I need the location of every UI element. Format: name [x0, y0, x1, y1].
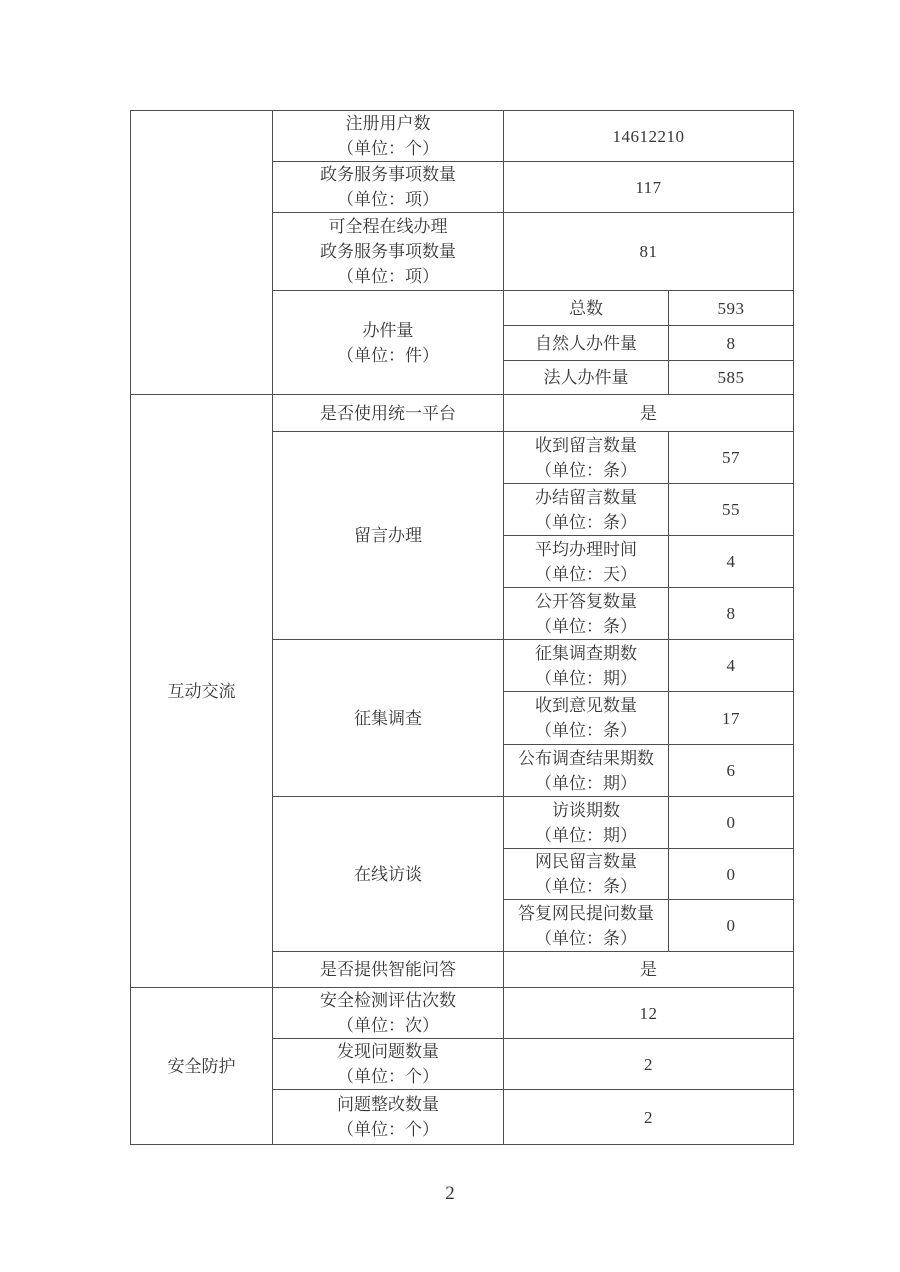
row-label: 访谈期数: [552, 800, 620, 820]
cell-registered-users-label: [273, 111, 504, 162]
cell-volume-legal-value: 585: [669, 361, 794, 395]
table-row: [131, 111, 794, 162]
report-table: [130, 110, 794, 1145]
row-unit: （单位：个）: [337, 1120, 439, 1139]
row-unit: （单位：条）: [535, 512, 637, 532]
cell-messages-avgtime-label: [504, 536, 669, 588]
group-label: 办件量: [362, 320, 414, 340]
row-unit: （单位：期）: [535, 668, 637, 688]
row-label: 平均办理时间: [535, 539, 637, 559]
cell-volume-natural-label: 自然人办件量: [504, 326, 669, 361]
cell-service-items-value: 117: [504, 162, 794, 213]
row-label: 政务服务事项数量: [320, 165, 456, 184]
row-label: 政务服务事项数量: [320, 242, 456, 261]
row-label: 可全程在线办理: [328, 217, 448, 236]
row-label: 答复网民提问数量: [518, 903, 654, 923]
cell-messages-group-label: 留言办理: [273, 432, 504, 640]
row-unit: （单位：条）: [535, 616, 637, 636]
cell-registered-users-value: 14612210: [504, 111, 794, 162]
cell-messages-avgtime-value: 4: [669, 536, 794, 588]
cell-service-items-label: [273, 162, 504, 213]
row-unit: （单位：项）: [337, 190, 439, 209]
row-unit: （单位：条）: [535, 928, 637, 948]
row-label: 网民留言数量: [535, 852, 637, 871]
row-unit: （单位：条）: [535, 877, 637, 896]
cell-security-checks-label: [273, 988, 504, 1039]
cell-interviews-replies-value: 0: [669, 900, 794, 952]
row-label: 公开答复数量: [535, 591, 637, 611]
cell-problems-fixed-value: 2: [504, 1090, 794, 1145]
cell-volume-legal-label: 法人办件量: [504, 361, 669, 395]
cell-interviews-replies-label: [504, 900, 669, 952]
table-row: [131, 395, 794, 432]
cell-unified-platform-label: 是否使用统一平台: [273, 395, 504, 432]
cell-online-items-value: 81: [504, 213, 794, 291]
row-unit: （单位：条）: [535, 721, 637, 740]
cell-messages-received-label: [504, 432, 669, 484]
row-label: 问题整改数量: [337, 1095, 439, 1114]
row-label: 注册用户数: [345, 114, 431, 133]
cell-surveys-opinions-label: [504, 692, 669, 745]
cell-online-items-label: [273, 213, 504, 291]
section-c-group-cell: 安全防护: [131, 988, 273, 1145]
row-label: 征集调查期数: [535, 643, 637, 663]
group-unit: （单位：件）: [337, 345, 439, 365]
cell-smart-qa-value: 是: [504, 952, 794, 988]
cell-smart-qa-label: 是否提供智能问答: [273, 952, 504, 988]
cell-messages-public-label: [504, 588, 669, 640]
cell-volume-total-value: 593: [669, 291, 794, 326]
row-label: 办结留言数量: [535, 487, 637, 507]
section-a-group-cell: [131, 111, 273, 395]
cell-interviews-count-value: 0: [669, 797, 794, 849]
cell-messages-resolved-value: 55: [669, 484, 794, 536]
row-unit: （单位：天）: [535, 564, 637, 584]
cell-unified-platform-value: 是: [504, 395, 794, 432]
section-b-group-cell: 互动交流: [131, 395, 273, 988]
cell-interviews-messages-label: [504, 849, 669, 900]
row-unit: （单位：期）: [535, 773, 637, 793]
cell-interviews-count-label: [504, 797, 669, 849]
cell-surveys-results-label: [504, 745, 669, 797]
cell-interviews-messages-value: 0: [669, 849, 794, 900]
cell-volume-natural-value: 8: [669, 326, 794, 361]
cell-problems-found-value: 2: [504, 1039, 794, 1090]
row-unit: （单位：个）: [337, 139, 439, 158]
cell-surveys-group-label: 征集调查: [273, 640, 504, 797]
cell-security-checks-value: 12: [504, 988, 794, 1039]
cell-problems-found-label: [273, 1039, 504, 1090]
cell-problems-fixed-label: [273, 1090, 504, 1145]
cell-surveys-opinions-value: 17: [669, 692, 794, 745]
row-unit: （单位：个）: [337, 1067, 439, 1086]
cell-messages-public-value: 8: [669, 588, 794, 640]
row-unit: （单位：次）: [337, 1016, 439, 1035]
row-unit: （单位：期）: [535, 825, 637, 845]
cell-messages-resolved-label: [504, 484, 669, 536]
row-label: 收到意见数量: [535, 696, 637, 715]
cell-volume-group-label: [273, 291, 504, 395]
cell-messages-received-value: 57: [669, 432, 794, 484]
row-label: 发现问题数量: [337, 1042, 439, 1061]
table-row: [131, 988, 794, 1039]
cell-surveys-results-value: 6: [669, 745, 794, 797]
page-number: 2: [445, 1183, 455, 1204]
cell-surveys-count-label: [504, 640, 669, 692]
cell-surveys-count-value: 4: [669, 640, 794, 692]
row-unit: （单位：项）: [337, 267, 439, 286]
row-label: 收到留言数量: [535, 435, 637, 455]
row-label: 安全检测评估次数: [320, 991, 456, 1010]
row-unit: （单位：条）: [535, 460, 637, 480]
cell-volume-total-label: 总数: [504, 291, 669, 326]
row-label: 公布调查结果期数: [518, 748, 654, 768]
cell-interviews-group-label: 在线访谈: [273, 797, 504, 952]
